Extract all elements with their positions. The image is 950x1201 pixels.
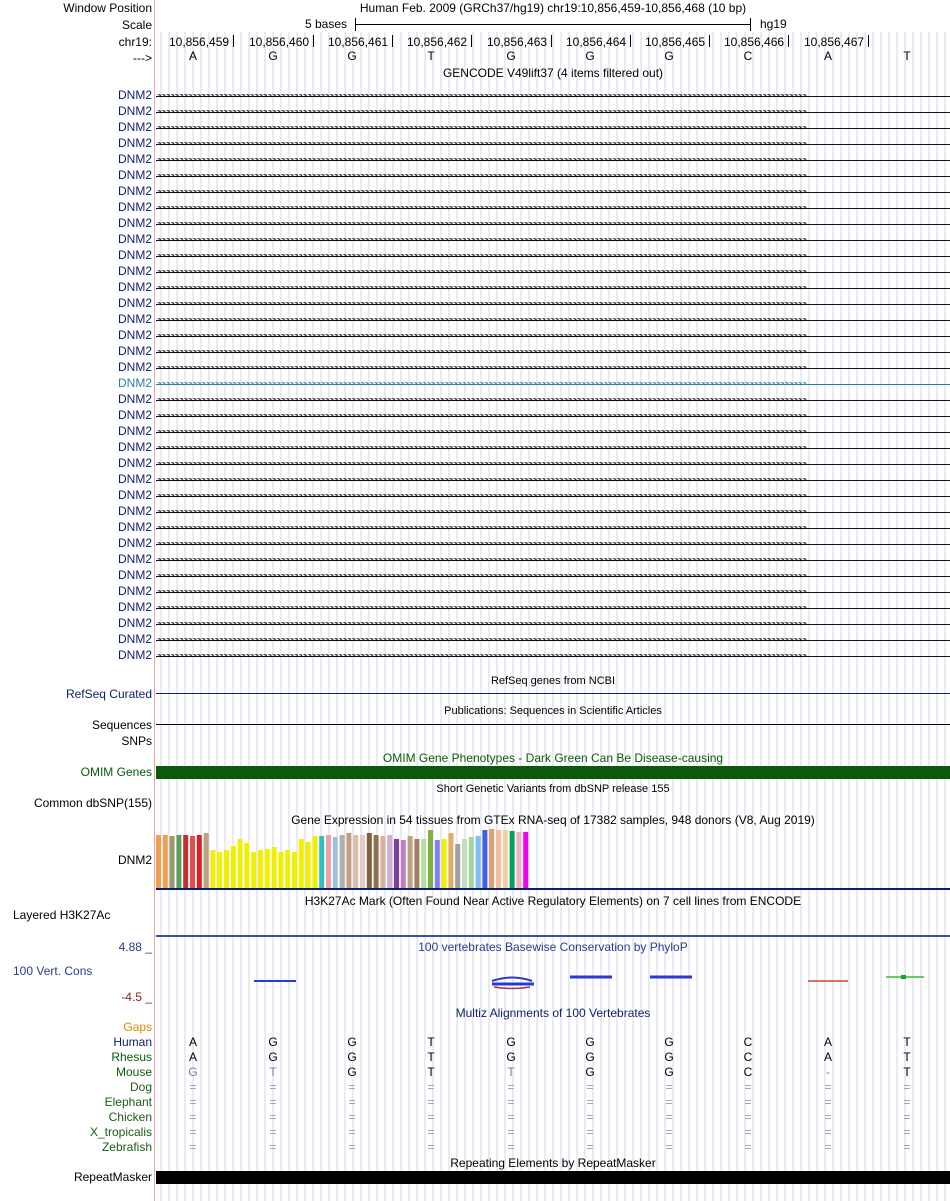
multiz-base: =	[744, 1125, 752, 1139]
multiz-species-label[interactable]: Elephant	[104, 1095, 152, 1109]
position-tick	[630, 35, 631, 47]
gencode-strand-arrows: >>>>>>>>>>>>>>>>>>>>>>>>>>>>>>>>>>>>>>>>>>>>>>>>>>>>>>>>>>>>>>>>>>>>>>>>>>>>>>>>>>>>>>>>>>>>>>>>>>>>>>>>>>>>>>>>>>>>>>>>>>>>>>>>>>>>>>>>>>>>>>>>>>>	[156, 398, 806, 403]
multiz-base: =	[269, 1095, 277, 1109]
scale-text: 5 bases	[305, 17, 348, 31]
gtex-tissue-bar	[251, 852, 256, 888]
gtex-tissue-bar	[156, 835, 161, 888]
multiz-base: =	[824, 1095, 832, 1109]
multiz-base: T	[269, 1065, 277, 1079]
gencode-row-label[interactable]: DNM2	[117, 568, 152, 582]
multiz-base: =	[903, 1110, 911, 1124]
gencode-strand-arrows: >>>>>>>>>>>>>>>>>>>>>>>>>>>>>>>>>>>>>>>>>>>>>>>>>>>>>>>>>>>>>>>>>>>>>>>>>>>>>>>>>>>>>>>>>>>>>>>>>>>>>>>>>>>>>>>>>>>>>>>>>>>>>>>>>>>>>>>>>>>>>>>>>>>	[156, 462, 806, 467]
gencode-row-label[interactable]: DNM2	[117, 136, 152, 150]
multiz-base: =	[665, 1110, 673, 1124]
omim-feature-bar[interactable]	[156, 766, 950, 779]
multiz-base: G	[664, 1050, 674, 1064]
chromosome-label: chr19:	[118, 35, 152, 49]
multiz-base: G	[268, 1050, 278, 1064]
gtex-track-baseline	[156, 888, 950, 890]
multiz-base: =	[586, 1125, 594, 1139]
dbsnp-track-label[interactable]: Common dbSNP(155)	[33, 796, 152, 810]
gtex-tissue-bar	[217, 852, 222, 888]
scale-bar-left-tick	[355, 18, 356, 31]
multiz-base: C	[743, 1035, 753, 1049]
gencode-strand-arrows: >>>>>>>>>>>>>>>>>>>>>>>>>>>>>>>>>>>>>>>>>>>>>>>>>>>>>>>>>>>>>>>>>>>>>>>>>>>>>>>>>>>>>>>>>>>>>>>>>>>>>>>>>>>>>>>>>>>>>>>>>>>>>>>>>>>>>>>>>>>>>>>>>>>	[156, 574, 806, 579]
gtex-tissue-bar	[489, 829, 494, 888]
gtex-tissue-bar	[299, 839, 304, 888]
position-label: 10,856,462	[407, 35, 468, 49]
multiz-base: =	[903, 1125, 911, 1139]
gencode-strand-arrows: >>>>>>>>>>>>>>>>>>>>>>>>>>>>>>>>>>>>>>>>>>>>>>>>>>>>>>>>>>>>>>>>>>>>>>>>>>>>>>>>>>>>>>>>>>>>>>>>>>>>>>>>>>>>>>>>>>>>>>>>>>>>>>>>>>>>>>>>>>>>>>>>>>>	[156, 254, 806, 259]
publications-track-label[interactable]: Sequences	[91, 718, 152, 732]
gencode-strand-arrows: >>>>>>>>>>>>>>>>>>>>>>>>>>>>>>>>>>>>>>>>>>>>>>>>>>>>>>>>>>>>>>>>>>>>>>>>>>>>>>>>>>>>>>>>>>>>>>>>>>>>>>>>>>>>>>>>>>>>>>>>>>>>>>>>>>>>>>>>>>>>>>>>>>>	[156, 110, 806, 115]
position-label: 10,856,467	[804, 35, 865, 49]
multiz-base: G	[268, 1035, 278, 1049]
gtex-tissue-bar	[190, 836, 195, 888]
phylop-mark-9	[901, 975, 906, 979]
gencode-strand-arrows: >>>>>>>>>>>>>>>>>>>>>>>>>>>>>>>>>>>>>>>>>>>>>>>>>>>>>>>>>>>>>>>>>>>>>>>>>>>>>>>>>>>>>>>>>>>>>>>>>>>>>>>>>>>>>>>>>>>>>>>>>>>>>>>>>>>>>>>>>>>>>>>>>>>	[156, 622, 806, 627]
gtex-tissue-bar	[183, 835, 188, 888]
multiz-species-label[interactable]: Human	[113, 1035, 152, 1049]
gtex-tissue-bar	[387, 835, 392, 888]
position-label: 10,856,464	[566, 35, 627, 49]
h3k27ac-track-baseline	[156, 935, 950, 937]
multiz-gaps-label: Gaps	[123, 1020, 152, 1034]
multiz-base: =	[744, 1095, 752, 1109]
position-tick	[471, 35, 472, 47]
multiz-base: T	[903, 1050, 911, 1064]
multiz-base: =	[427, 1140, 435, 1154]
gencode-row-label[interactable]: DNM2	[117, 88, 152, 102]
multiz-base: =	[189, 1140, 197, 1154]
multiz-base: =	[348, 1140, 356, 1154]
gtex-tissue-bar	[428, 830, 433, 888]
multiz-base: A	[823, 1035, 832, 1049]
multiz-species-label[interactable]: Rhesus	[111, 1050, 152, 1064]
multiz-base: G	[506, 1050, 516, 1064]
multiz-base: G	[585, 1050, 595, 1064]
multiz-base: =	[189, 1110, 197, 1124]
gtex-tissue-bar	[319, 836, 324, 888]
multiz-base: =	[665, 1095, 673, 1109]
gencode-strand-arrows: >>>>>>>>>>>>>>>>>>>>>>>>>>>>>>>>>>>>>>>>>>>>>>>>>>>>>>>>>>>>>>>>>>>>>>>>>>>>>>>>>>>>>>>>>>>>>>>>>>>>>>>>>>>>>>>>>>>>>>>>>>>>>>>>>>>>>>>>>>>>>>>>>>>	[156, 526, 806, 531]
scale-bar	[355, 24, 751, 25]
multiz-base: G	[347, 1065, 357, 1079]
multiz-base: G	[664, 1035, 674, 1049]
gencode-row-label[interactable]: DNM2	[117, 168, 152, 182]
gencode-strand-arrows: >>>>>>>>>>>>>>>>>>>>>>>>>>>>>>>>>>>>>>>>>>>>>>>>>>>>>>>>>>>>>>>>>>>>>>>>>>>>>>>>>>>>>>>>>>>>>>>>>>>>>>>>>>>>>>>>>>>>>>>>>>>>>>>>>>>>>>>>>>>>>>>>>>>	[156, 494, 806, 499]
gencode-row-label[interactable]: DNM2	[117, 312, 152, 326]
gencode-strand-arrows: >>>>>>>>>>>>>>>>>>>>>>>>>>>>>>>>>>>>>>>>>>>>>>>>>>>>>>>>>>>>>>>>>>>>>>>>>>>>>>>>>>>>>>>>>>>>>>>>>>>>>>>>>>>>>>>>>>>>>>>>>>>>>>>>>>>>>>>>>>>>>>>>>>>	[156, 382, 806, 387]
gtex-tissue-bar	[435, 840, 440, 888]
gtex-tissue-bar	[163, 835, 168, 888]
gtex-tissue-bar	[265, 849, 270, 888]
gtex-tissue-bar	[401, 840, 406, 888]
multiz-base: =	[348, 1110, 356, 1124]
multiz-base: G	[347, 1050, 357, 1064]
gencode-row-label[interactable]: DNM2	[117, 264, 152, 278]
multiz-base: A	[188, 1035, 197, 1049]
gencode-row-label[interactable]: DNM2	[117, 376, 152, 390]
multiz-base: =	[824, 1140, 832, 1154]
gencode-row-label[interactable]: DNM2	[117, 536, 152, 550]
gencode-strand-arrows: >>>>>>>>>>>>>>>>>>>>>>>>>>>>>>>>>>>>>>>>>>>>>>>>>>>>>>>>>>>>>>>>>>>>>>>>>>>>>>>>>>>>>>>>>>>>>>>>>>>>>>>>>>>>>>>>>>>>>>>>>>>>>>>>>>>>>>>>>>>>>>>>>>>	[156, 158, 806, 163]
gtex-tissue-bar	[326, 835, 331, 888]
gtex-tissue-bar	[333, 837, 338, 888]
gencode-row-label[interactable]: DNM2	[117, 648, 152, 662]
gencode-row-label[interactable]: DNM2	[117, 104, 152, 118]
gencode-row-label[interactable]: DNM2	[117, 504, 152, 518]
multiz-species-label[interactable]: Zebrafish	[101, 1140, 152, 1154]
gtex-tissue-bar	[496, 830, 501, 888]
gencode-strand-arrows: >>>>>>>>>>>>>>>>>>>>>>>>>>>>>>>>>>>>>>>>>>>>>>>>>>>>>>>>>>>>>>>>>>>>>>>>>>>>>>>>>>>>>>>>>>>>>>>>>>>>>>>>>>>>>>>>>>>>>>>>>>>>>>>>>>>>>>>>>>>>>>>>>>>	[156, 558, 806, 563]
repeatmasker-track-label[interactable]: RepeatMasker	[73, 1170, 152, 1184]
multiz-base: =	[586, 1110, 594, 1124]
multiz-species-label[interactable]: X_tropicalis	[89, 1125, 152, 1139]
multiz-base: C	[743, 1050, 753, 1064]
snps-track-label[interactable]: SNPs	[121, 734, 152, 748]
gtex-tissue-bar	[278, 852, 283, 888]
conservation-min-label: -4.5 _	[121, 990, 152, 1004]
base-letter: G	[664, 49, 674, 63]
gencode-strand-arrows: >>>>>>>>>>>>>>>>>>>>>>>>>>>>>>>>>>>>>>>>>>>>>>>>>>>>>>>>>>>>>>>>>>>>>>>>>>>>>>>>>>>>>>>>>>>>>>>>>>>>>>>>>>>>>>>>>>>>>>>>>>>>>>>>>>>>>>>>>>>>>>>>>>>	[156, 94, 806, 99]
multiz-base: =	[824, 1125, 832, 1139]
refseq-track-label[interactable]: RefSeq Curated	[65, 687, 152, 701]
conservation-track-label[interactable]: 100 Vert. Cons	[13, 964, 93, 978]
gtex-tissue-bar	[408, 836, 413, 888]
multiz-base: =	[507, 1095, 515, 1109]
conservation-max-label: 4.88 _	[118, 940, 152, 954]
gencode-row-label[interactable]: DNM2	[117, 408, 152, 422]
multiz-base: G	[585, 1035, 595, 1049]
multiz-base: A	[188, 1050, 197, 1064]
gtex-tissue-bar	[476, 836, 481, 888]
gencode-row-label[interactable]: DNM2	[117, 424, 152, 438]
multiz-track-title[interactable]: Multiz Alignments of 100 Vertebrates	[455, 1006, 651, 1020]
gtex-tissue-bar	[462, 839, 467, 888]
multiz-base: =	[586, 1080, 594, 1094]
gtex-tissue-bar	[394, 839, 399, 888]
multiz-base: A	[823, 1050, 832, 1064]
position-label: 10,856,461	[328, 35, 389, 49]
multiz-base: G	[585, 1065, 595, 1079]
gtex-tissue-bar	[210, 850, 215, 888]
gtex-tissue-bar	[197, 835, 202, 888]
base-letter: G	[268, 49, 278, 63]
gencode-row-label[interactable]: DNM2	[117, 520, 152, 534]
multiz-species-label[interactable]: Chicken	[108, 1110, 152, 1124]
gencode-row-label[interactable]: DNM2	[117, 152, 152, 166]
multiz-base: =	[189, 1125, 197, 1139]
multiz-base: =	[665, 1125, 673, 1139]
gencode-row-label[interactable]: DNM2	[117, 248, 152, 262]
multiz-base: G	[506, 1035, 516, 1049]
gencode-row-label[interactable]: DNM2	[117, 552, 152, 566]
gencode-strand-arrows: >>>>>>>>>>>>>>>>>>>>>>>>>>>>>>>>>>>>>>>>>>>>>>>>>>>>>>>>>>>>>>>>>>>>>>>>>>>>>>>>>>>>>>>>>>>>>>>>>>>>>>>>>>>>>>>>>>>>>>>>>>>>>>>>>>>>>>>>>>>>>>>>>>>	[156, 334, 806, 339]
multiz-base: =	[507, 1110, 515, 1124]
gtex-tissue-bar	[312, 836, 317, 888]
base-letter: T	[903, 49, 911, 63]
gtex-tissue-bar	[482, 830, 487, 888]
gencode-row-label[interactable]: DNM2	[117, 472, 152, 486]
gencode-strand-arrows: >>>>>>>>>>>>>>>>>>>>>>>>>>>>>>>>>>>>>>>>>>>>>>>>>>>>>>>>>>>>>>>>>>>>>>>>>>>>>>>>>>>>>>>>>>>>>>>>>>>>>>>>>>>>>>>>>>>>>>>>>>>>>>>>>>>>>>>>>>>>>>>>>>>	[156, 238, 806, 243]
multiz-base: =	[586, 1095, 594, 1109]
multiz-base: C	[743, 1065, 753, 1079]
gencode-strand-arrows: >>>>>>>>>>>>>>>>>>>>>>>>>>>>>>>>>>>>>>>>>>>>>>>>>>>>>>>>>>>>>>>>>>>>>>>>>>>>>>>>>>>>>>>>>>>>>>>>>>>>>>>>>>>>>>>>>>>>>>>>>>>>>>>>>>>>>>>>>>>>>>>>>>>	[156, 350, 806, 355]
gtex-tissue-bar	[469, 837, 474, 888]
position-tick	[313, 35, 314, 47]
multiz-base: =	[824, 1110, 832, 1124]
multiz-base: =	[269, 1125, 277, 1139]
gtex-tissue-bar	[374, 835, 379, 888]
gencode-strand-arrows: >>>>>>>>>>>>>>>>>>>>>>>>>>>>>>>>>>>>>>>>>>>>>>>>>>>>>>>>>>>>>>>>>>>>>>>>>>>>>>>>>>>>>>>>>>>>>>>>>>>>>>>>>>>>>>>>>>>>>>>>>>>>>>>>>>>>>>>>>>>>>>>>>>>	[156, 366, 806, 371]
base-letter: A	[823, 49, 832, 63]
multiz-base: =	[348, 1125, 356, 1139]
assembly-title[interactable]: Human Feb. 2009 (GRCh37/hg19) chr19:10,856,459-10,856,468 (10 bp)	[359, 1, 747, 15]
gencode-row-label[interactable]: DNM2	[117, 296, 152, 310]
position-label: 10,856,460	[249, 35, 310, 49]
gtex-tissue-bar	[224, 850, 229, 888]
gtex-tissue-bar	[353, 835, 358, 888]
gencode-row-label[interactable]: DNM2	[117, 328, 152, 342]
scale-bar-right-tick	[750, 18, 751, 31]
multiz-base: =	[269, 1080, 277, 1094]
multiz-base: =	[427, 1080, 435, 1094]
multiz-base: -	[826, 1065, 830, 1079]
gencode-strand-arrows: >>>>>>>>>>>>>>>>>>>>>>>>>>>>>>>>>>>>>>>>>>>>>>>>>>>>>>>>>>>>>>>>>>>>>>>>>>>>>>>>>>>>>>>>>>>>>>>>>>>>>>>>>>>>>>>>>>>>>>>>>>>>>>>>>>>>>>>>>>>>>>>>>>>	[156, 222, 806, 227]
position-tick	[709, 35, 710, 47]
h3k27ac-track-title[interactable]: H3K27Ac Mark (Often Found Near Active Regulatory Elements) on 7 cell lines from ENCODE	[304, 894, 802, 908]
gencode-strand-arrows: >>>>>>>>>>>>>>>>>>>>>>>>>>>>>>>>>>>>>>>>>>>>>>>>>>>>>>>>>>>>>>>>>>>>>>>>>>>>>>>>>>>>>>>>>>>>>>>>>>>>>>>>>>>>>>>>>>>>>>>>>>>>>>>>>>>>>>>>>>>>>>>>>>>	[156, 190, 806, 195]
gencode-strand-arrows: >>>>>>>>>>>>>>>>>>>>>>>>>>>>>>>>>>>>>>>>>>>>>>>>>>>>>>>>>>>>>>>>>>>>>>>>>>>>>>>>>>>>>>>>>>>>>>>>>>>>>>>>>>>>>>>>>>>>>>>>>>>>>>>>>>>>>>>>>>>>>>>>>>>	[156, 286, 806, 291]
gencode-row-label[interactable]: DNM2	[117, 632, 152, 646]
multiz-species-label[interactable]: Dog	[129, 1080, 152, 1094]
gtex-tissue-bar	[516, 832, 521, 888]
position-tick	[868, 35, 869, 47]
multiz-base: =	[427, 1125, 435, 1139]
gtex-tissue-bar	[244, 843, 249, 888]
base-letter: T	[427, 49, 435, 63]
base-letter: G	[585, 49, 595, 63]
multiz-base: T	[427, 1050, 435, 1064]
gtex-tissue-bar	[258, 850, 263, 888]
multiz-base: =	[665, 1080, 673, 1094]
multiz-base: =	[903, 1095, 911, 1109]
multiz-base: T	[427, 1065, 435, 1079]
base-letter: C	[743, 49, 753, 63]
position-label: 10,856,459	[169, 35, 230, 49]
multiz-base: =	[744, 1080, 752, 1094]
position-label: 10,856,466	[724, 35, 785, 49]
gtex-tissue-bar	[285, 850, 290, 888]
gtex-tissue-bar	[367, 833, 372, 888]
conservation-track-title[interactable]: 100 vertebrates Basewise Conservation by PhyloP	[418, 940, 688, 954]
gencode-row-label[interactable]: DNM2	[117, 584, 152, 598]
position-tick	[551, 35, 552, 47]
repeatmasker-track-title[interactable]: Repeating Elements by RepeatMasker	[450, 1156, 656, 1170]
gencode-strand-arrows: >>>>>>>>>>>>>>>>>>>>>>>>>>>>>>>>>>>>>>>>>>>>>>>>>>>>>>>>>>>>>>>>>>>>>>>>>>>>>>>>>>>>>>>>>>>>>>>>>>>>>>>>>>>>>>>>>>>>>>>>>>>>>>>>>>>>>>>>>>>>>>>>>>>	[156, 206, 806, 211]
multiz-base: =	[348, 1095, 356, 1109]
refseq-track-line	[156, 693, 950, 694]
gtex-track-title[interactable]: Gene Expression in 54 tissues from GTEx RNA-seq of 17382 samples, 948 donors (V8, Aug 2019)	[291, 813, 815, 827]
gencode-row-label[interactable]: DNM2	[117, 616, 152, 630]
gencode-strand-arrows: >>>>>>>>>>>>>>>>>>>>>>>>>>>>>>>>>>>>>>>>>>>>>>>>>>>>>>>>>>>>>>>>>>>>>>>>>>>>>>>>>>>>>>>>>>>>>>>>>>>>>>>>>>>>>>>>>>>>>>>>>>>>>>>>>>>>>>>>>>>>>>>>>>>	[156, 638, 806, 643]
window-position-label: Window Position	[63, 1, 152, 15]
scale-label: Scale	[121, 18, 152, 32]
repeatmasker-feature-bar[interactable]	[156, 1171, 950, 1184]
multiz-base: =	[903, 1080, 911, 1094]
base-letter: G	[347, 49, 357, 63]
gtex-tissue-bar	[176, 835, 181, 888]
multiz-base: =	[824, 1080, 832, 1094]
publications-track-line	[156, 724, 950, 725]
position-tick	[788, 35, 789, 47]
multiz-base: G	[664, 1065, 674, 1079]
gencode-row-label[interactable]: DNM2	[117, 232, 152, 246]
multiz-base: =	[744, 1140, 752, 1154]
gtex-tissue-bar	[292, 852, 297, 888]
multiz-base: G	[188, 1065, 198, 1079]
multiz-base: T	[427, 1035, 435, 1049]
gencode-strand-arrows: >>>>>>>>>>>>>>>>>>>>>>>>>>>>>>>>>>>>>>>>>>>>>>>>>>>>>>>>>>>>>>>>>>>>>>>>>>>>>>>>>>>>>>>>>>>>>>>>>>>>>>>>>>>>>>>>>>>>>>>>>>>>>>>>>>>>>>>>>>>>>>>>>>>	[156, 142, 806, 147]
multiz-base: =	[427, 1110, 435, 1124]
gtex-tissue-bar	[448, 833, 453, 888]
multiz-base: T	[903, 1065, 911, 1079]
gtex-track-label[interactable]: DNM2	[117, 853, 152, 867]
gtex-tissue-bar	[231, 846, 236, 888]
gtex-tissue-bar	[306, 842, 311, 888]
gencode-strand-arrows: >>>>>>>>>>>>>>>>>>>>>>>>>>>>>>>>>>>>>>>>>>>>>>>>>>>>>>>>>>>>>>>>>>>>>>>>>>>>>>>>>>>>>>>>>>>>>>>>>>>>>>>>>>>>>>>>>>>>>>>>>>>>>>>>>>>>>>>>>>>>>>>>>>>	[156, 414, 806, 419]
gencode-row-label[interactable]: DNM2	[117, 216, 152, 230]
gtex-tissue-bar	[421, 839, 426, 888]
base-letter: A	[188, 49, 197, 63]
gtex-tissue-bar	[340, 835, 345, 888]
label-separator	[154, 0, 155, 1201]
multiz-base: =	[744, 1110, 752, 1124]
omim-track-title[interactable]: OMIM Gene Phenotypes - Dark Green Can Be Disease-causing	[382, 751, 724, 765]
multiz-species-label[interactable]: Mouse	[115, 1065, 152, 1079]
omim-track-label[interactable]: OMIM Genes	[80, 765, 152, 779]
gtex-tissue-bar	[442, 839, 447, 888]
gtex-tissue-bar	[510, 831, 515, 888]
gencode-row-label[interactable]: DNM2	[117, 120, 152, 134]
position-tick	[392, 35, 393, 47]
gencode-row-label[interactable]: DNM2	[117, 360, 152, 374]
gtex-tissue-bar	[204, 833, 209, 888]
gtex-tissue-bar	[380, 836, 385, 888]
gencode-track-title[interactable]: GENCODE V49lift37 (4 items filtered out)	[442, 66, 664, 80]
gencode-strand-arrows: >>>>>>>>>>>>>>>>>>>>>>>>>>>>>>>>>>>>>>>>>>>>>>>>>>>>>>>>>>>>>>>>>>>>>>>>>>>>>>>>>>>>>>>>>>>>>>>>>>>>>>>>>>>>>>>>>>>>>>>>>>>>>>>>>>>>>>>>>>>>>>>>>>>	[156, 478, 806, 483]
gencode-row-label[interactable]: DNM2	[117, 488, 152, 502]
multiz-base: =	[507, 1080, 515, 1094]
gtex-tissue-bar	[523, 832, 528, 888]
dbsnp-track-title[interactable]: Short Genetic Variants from dbSNP release 155	[436, 783, 670, 795]
gtex-tissue-bar	[455, 844, 460, 888]
position-label: 10,856,463	[487, 35, 548, 49]
gencode-row-label[interactable]: DNM2	[117, 184, 152, 198]
gencode-strand-arrows: >>>>>>>>>>>>>>>>>>>>>>>>>>>>>>>>>>>>>>>>>>>>>>>>>>>>>>>>>>>>>>>>>>>>>>>>>>>>>>>>>>>>>>>>>>>>>>>>>>>>>>>>>>>>>>>>>>>>>>>>>>>>>>>>>>>>>>>>>>>>>>>>>>>	[156, 446, 806, 451]
gencode-strand-arrows: >>>>>>>>>>>>>>>>>>>>>>>>>>>>>>>>>>>>>>>>>>>>>>>>>>>>>>>>>>>>>>>>>>>>>>>>>>>>>>>>>>>>>>>>>>>>>>>>>>>>>>>>>>>>>>>>>>>>>>>>>>>>>>>>>>>>>>>>>>>>>>>>>>>	[156, 270, 806, 275]
gencode-row-label[interactable]: DNM2	[117, 200, 152, 214]
multiz-base: =	[269, 1110, 277, 1124]
gencode-strand-arrows: >>>>>>>>>>>>>>>>>>>>>>>>>>>>>>>>>>>>>>>>>>>>>>>>>>>>>>>>>>>>>>>>>>>>>>>>>>>>>>>>>>>>>>>>>>>>>>>>>>>>>>>>>>>>>>>>>>>>>>>>>>>>>>>>>>>>>>>>>>>>>>>>>>>	[156, 430, 806, 435]
gencode-strand-arrows: >>>>>>>>>>>>>>>>>>>>>>>>>>>>>>>>>>>>>>>>>>>>>>>>>>>>>>>>>>>>>>>>>>>>>>>>>>>>>>>>>>>>>>>>>>>>>>>>>>>>>>>>>>>>>>>>>>>>>>>>>>>>>>>>>>>>>>>>>>>>>>>>>>>	[156, 174, 806, 179]
position-label: 10,856,465	[645, 35, 706, 49]
h3k27ac-track-label[interactable]: Layered H3K27Ac	[13, 908, 111, 922]
position-tick	[233, 35, 234, 47]
phylop-plot[interactable]	[156, 966, 950, 990]
gencode-row-label[interactable]: DNM2	[117, 392, 152, 406]
gencode-strand-arrows: >>>>>>>>>>>>>>>>>>>>>>>>>>>>>>>>>>>>>>>>>>>>>>>>>>>>>>>>>>>>>>>>>>>>>>>>>>>>>>>>>>>>>>>>>>>>>>>>>>>>>>>>>>>>>>>>>>>>>>>>>>>>>>>>>>>>>>>>>>>>>>>>>>>	[156, 590, 806, 595]
publications-track-title[interactable]: Publications: Sequences in Scientific Articles	[444, 705, 662, 717]
gtex-tissue-bar	[414, 839, 419, 888]
multiz-base: =	[665, 1140, 673, 1154]
multiz-base: G	[347, 1035, 357, 1049]
multiz-base: T	[507, 1065, 515, 1079]
refseq-track-title[interactable]: RefSeq genes from NCBI	[490, 675, 616, 687]
scale-db: hg19	[760, 17, 787, 31]
phylop-mark-3	[492, 978, 532, 982]
gencode-strand-arrows: >>>>>>>>>>>>>>>>>>>>>>>>>>>>>>>>>>>>>>>>>>>>>>>>>>>>>>>>>>>>>>>>>>>>>>>>>>>>>>>>>>>>>>>>>>>>>>>>>>>>>>>>>>>>>>>>>>>>>>>>>>>>>>>>>>>>>>>>>>>>>>>>>>>	[156, 302, 806, 307]
multiz-base: =	[427, 1095, 435, 1109]
gtex-tissue-bar	[272, 847, 277, 888]
base-letter: G	[506, 49, 516, 63]
gencode-row-label[interactable]: DNM2	[117, 280, 152, 294]
phylop-mark-4	[494, 987, 530, 989]
gencode-strand-arrows: >>>>>>>>>>>>>>>>>>>>>>>>>>>>>>>>>>>>>>>>>>>>>>>>>>>>>>>>>>>>>>>>>>>>>>>>>>>>>>>>>>>>>>>>>>>>>>>>>>>>>>>>>>>>>>>>>>>>>>>>>>>>>>>>>>>>>>>>>>>>>>>>>>>	[156, 542, 806, 547]
multiz-base: =	[507, 1140, 515, 1154]
gencode-row-label[interactable]: DNM2	[117, 600, 152, 614]
strand-label[interactable]: --->	[133, 51, 152, 65]
gtex-tissue-bar	[360, 835, 365, 888]
gencode-strand-arrows: >>>>>>>>>>>>>>>>>>>>>>>>>>>>>>>>>>>>>>>>>>>>>>>>>>>>>>>>>>>>>>>>>>>>>>>>>>>>>>>>>>>>>>>>>>>>>>>>>>>>>>>>>>>>>>>>>>>>>>>>>>>>>>>>>>>>>>>>>>>>>>>>>>>	[156, 318, 806, 323]
multiz-base: =	[348, 1080, 356, 1094]
multiz-base: =	[189, 1080, 197, 1094]
gtex-tissue-bar	[170, 836, 175, 888]
multiz-base: T	[903, 1035, 911, 1049]
gencode-strand-arrows: >>>>>>>>>>>>>>>>>>>>>>>>>>>>>>>>>>>>>>>>>>>>>>>>>>>>>>>>>>>>>>>>>>>>>>>>>>>>>>>>>>>>>>>>>>>>>>>>>>>>>>>>>>>>>>>>>>>>>>>>>>>>>>>>>>>>>>>>>>>>>>>>>>>	[156, 654, 806, 659]
gencode-strand-arrows: >>>>>>>>>>>>>>>>>>>>>>>>>>>>>>>>>>>>>>>>>>>>>>>>>>>>>>>>>>>>>>>>>>>>>>>>>>>>>>>>>>>>>>>>>>>>>>>>>>>>>>>>>>>>>>>>>>>>>>>>>>>>>>>>>>>>>>>>>>>>>>>>>>>	[156, 510, 806, 515]
multiz-base: =	[189, 1095, 197, 1109]
gencode-row-label[interactable]: DNM2	[117, 456, 152, 470]
gencode-strand-arrows: >>>>>>>>>>>>>>>>>>>>>>>>>>>>>>>>>>>>>>>>>>>>>>>>>>>>>>>>>>>>>>>>>>>>>>>>>>>>>>>>>>>>>>>>>>>>>>>>>>>>>>>>>>>>>>>>>>>>>>>>>>>>>>>>>>>>>>>>>>>>>>>>>>>	[156, 126, 806, 131]
gtex-tissue-bar	[238, 839, 243, 888]
gencode-strand-arrows: >>>>>>>>>>>>>>>>>>>>>>>>>>>>>>>>>>>>>>>>>>>>>>>>>>>>>>>>>>>>>>>>>>>>>>>>>>>>>>>>>>>>>>>>>>>>>>>>>>>>>>>>>>>>>>>>>>>>>>>>>>>>>>>>>>>>>>>>>>>>>>>>>>>	[156, 606, 806, 611]
gencode-row-label[interactable]: DNM2	[117, 440, 152, 454]
multiz-base: =	[586, 1140, 594, 1154]
gtex-tissue-bar	[346, 833, 351, 888]
gtex-tissue-bar	[503, 830, 508, 888]
multiz-base: =	[903, 1140, 911, 1154]
multiz-base: =	[269, 1140, 277, 1154]
multiz-base: =	[507, 1125, 515, 1139]
gtex-bar-chart[interactable]	[156, 828, 556, 890]
gencode-row-label[interactable]: DNM2	[117, 344, 152, 358]
